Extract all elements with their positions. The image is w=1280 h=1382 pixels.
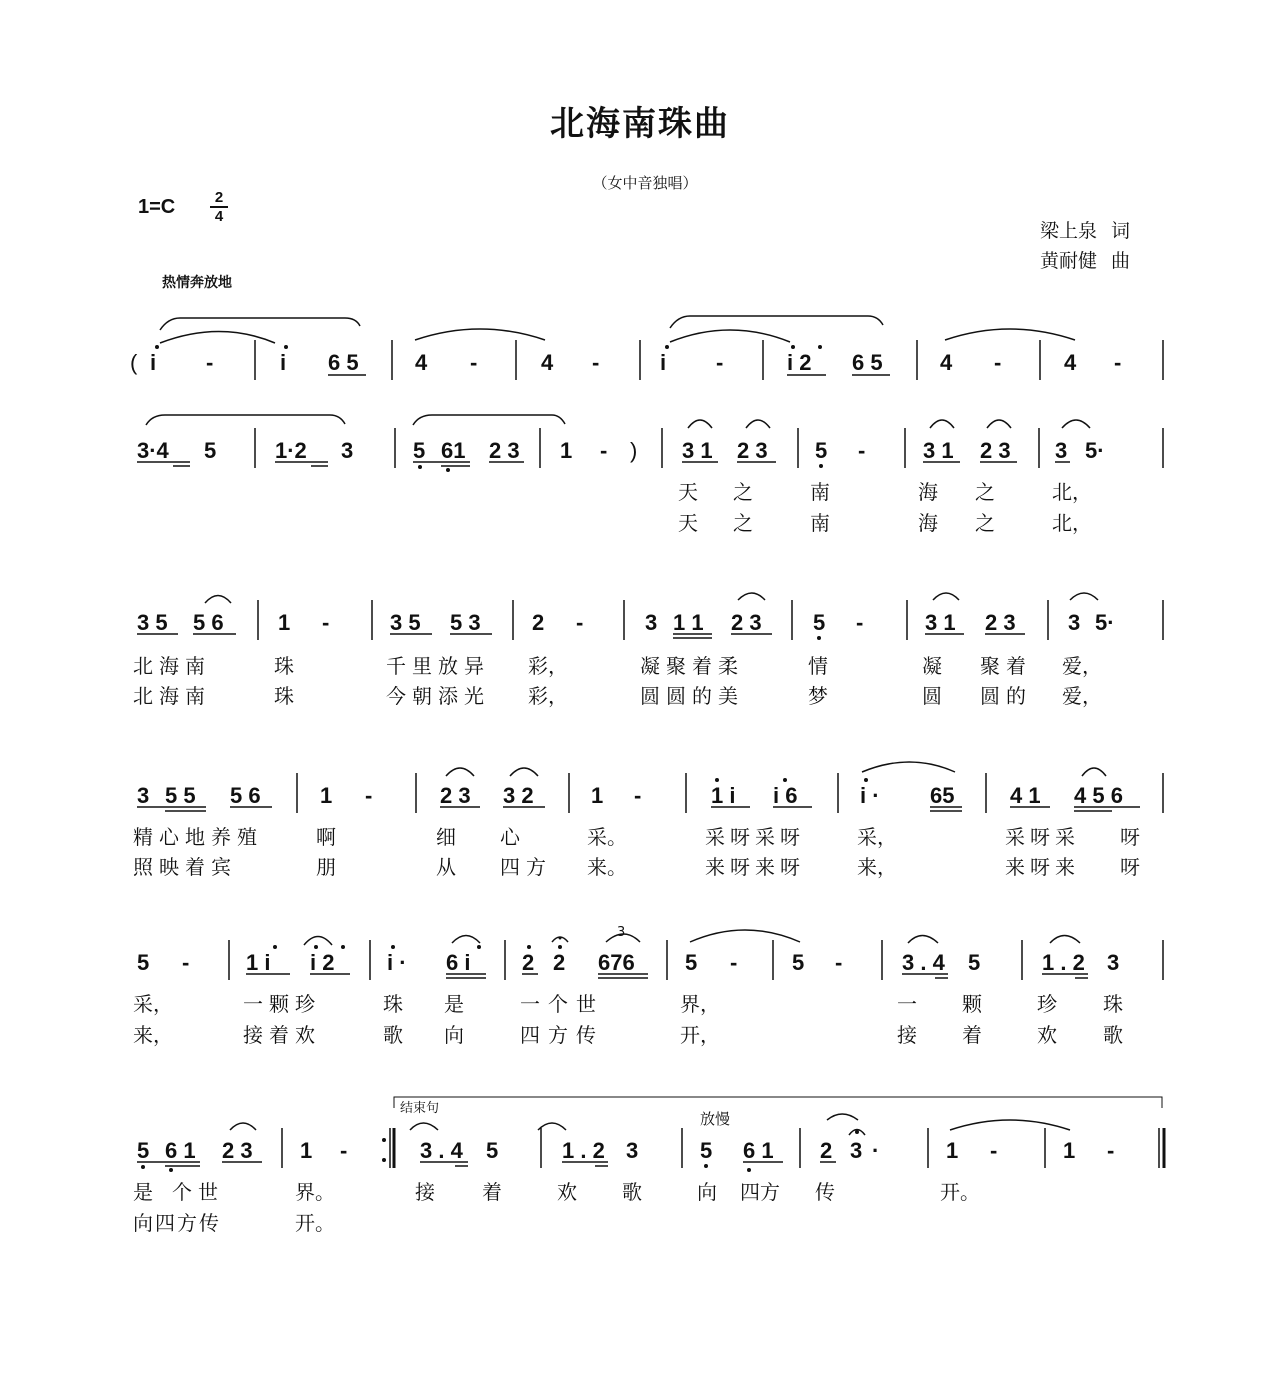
lyric: 圆的 xyxy=(980,684,1032,708)
svg-text:i 2: i 2 xyxy=(310,950,335,975)
lyric: 珠 xyxy=(1103,992,1123,1016)
lyric: 北海南 xyxy=(133,684,211,708)
lyric: 界。 xyxy=(295,1180,335,1204)
lyric: 四方 xyxy=(740,1180,780,1204)
lyric: 北海南 xyxy=(133,654,211,678)
svg-text:1 1: 1 1 xyxy=(673,610,704,635)
lyric: 凝聚着柔 xyxy=(640,654,744,678)
svg-text:i ·: i · xyxy=(387,950,407,975)
lyric: 彩， xyxy=(528,654,568,678)
lyric: 千里放异 xyxy=(386,654,490,678)
svg-text:1 . 2: 1 . 2 xyxy=(562,1138,605,1163)
lyric: 朋 xyxy=(316,855,336,879)
svg-text:2 3: 2 3 xyxy=(980,438,1011,463)
svg-text:i: i xyxy=(150,350,157,375)
svg-text:4: 4 xyxy=(1064,350,1077,375)
lyric: 采， xyxy=(857,825,897,849)
lyric: 开， xyxy=(680,1023,720,1047)
svg-text:3: 3 xyxy=(617,925,626,940)
lyric: 来呀来呀 xyxy=(705,855,805,879)
svg-text:5: 5 xyxy=(700,1138,713,1163)
svg-text:4 5 6: 4 5 6 xyxy=(1074,783,1123,808)
lyric: 向 xyxy=(697,1180,717,1204)
svg-text:4: 4 xyxy=(940,350,953,375)
svg-text:-: - xyxy=(322,610,330,635)
svg-text:3: 3 xyxy=(137,783,150,808)
lyric: 歌 xyxy=(383,1023,403,1047)
svg-text:5: 5 xyxy=(813,610,826,635)
svg-text:5: 5 xyxy=(815,438,828,463)
svg-text:6 5: 6 5 xyxy=(852,350,883,375)
svg-text:5 3: 5 3 xyxy=(450,610,481,635)
svg-text:4: 4 xyxy=(541,350,554,375)
svg-text:4: 4 xyxy=(415,350,428,375)
lyric: 接 xyxy=(897,1023,917,1047)
svg-text:1: 1 xyxy=(1063,1138,1076,1163)
svg-text:-: - xyxy=(990,1138,998,1163)
lyric: 开。 xyxy=(940,1180,980,1204)
lyric: 个世 xyxy=(172,1180,224,1204)
svg-text:3 5: 3 5 xyxy=(390,610,421,635)
lyric: 采呀采呀 xyxy=(705,825,805,849)
lyric: 之 xyxy=(975,480,995,504)
composer-name: 黄耐健 xyxy=(1040,250,1098,272)
svg-text:5·: 5· xyxy=(1095,610,1115,635)
svg-text:i: i xyxy=(280,350,287,375)
ending-bracket-label: 结束句 xyxy=(400,1101,440,1116)
lyric: 心 xyxy=(500,825,520,849)
svg-text:2 3: 2 3 xyxy=(985,610,1016,635)
key-signature: 1=C xyxy=(138,196,176,218)
svg-text:-: - xyxy=(470,350,478,375)
svg-text:-: - xyxy=(994,350,1002,375)
lyric: 歌 xyxy=(1103,1023,1123,1047)
lyric: 圆圆的美 xyxy=(640,684,744,708)
svg-text:-: - xyxy=(206,350,214,375)
svg-text:5: 5 xyxy=(413,438,426,463)
svg-text:): ) xyxy=(630,438,638,463)
lyric: 颗 xyxy=(962,992,982,1016)
lyric: 开。 xyxy=(295,1211,335,1235)
svg-text:-: - xyxy=(576,610,584,635)
svg-text:2 3: 2 3 xyxy=(731,610,762,635)
svg-text:6 1: 6 1 xyxy=(743,1138,774,1163)
page-title: 北海南珠曲 xyxy=(550,104,730,144)
svg-text:-: - xyxy=(856,610,864,635)
svg-text:5: 5 xyxy=(685,950,698,975)
lyricist-role: 词 xyxy=(1111,220,1131,242)
lyric: 是 xyxy=(133,1180,153,1204)
svg-text:2 3: 2 3 xyxy=(440,783,471,808)
svg-text:2: 2 xyxy=(820,1138,833,1163)
svg-text:-: - xyxy=(182,950,190,975)
svg-text:5 6: 5 6 xyxy=(230,783,261,808)
svg-text:61: 61 xyxy=(441,438,466,463)
lyric: 爱， xyxy=(1062,684,1102,708)
svg-text:-: - xyxy=(716,350,724,375)
lyric: 凝 xyxy=(922,654,942,678)
svg-text:1: 1 xyxy=(946,1138,959,1163)
svg-text:-: - xyxy=(600,438,608,463)
lyric: 之 xyxy=(733,480,753,504)
lyric: 采呀采 xyxy=(1005,825,1080,849)
lyric: 是 xyxy=(444,992,464,1016)
lyric: 天 xyxy=(678,511,698,535)
svg-text:4 1: 4 1 xyxy=(1010,783,1041,808)
svg-text:·: · xyxy=(872,1138,880,1163)
lyric: 来呀来 xyxy=(1005,855,1080,879)
svg-text:2: 2 xyxy=(532,610,545,635)
composer-role: 曲 xyxy=(1111,250,1131,272)
svg-text:5: 5 xyxy=(137,1138,150,1163)
svg-text:5: 5 xyxy=(137,950,150,975)
lyric: 传 xyxy=(815,1180,835,1204)
svg-text:i 6: i 6 xyxy=(773,783,798,808)
svg-text:-: - xyxy=(592,350,600,375)
svg-text:3: 3 xyxy=(341,438,354,463)
lyric: 向四方传 xyxy=(133,1211,221,1235)
svg-text:3: 3 xyxy=(1055,438,1068,463)
lyric: 细 xyxy=(436,825,456,849)
lyric: 南 xyxy=(810,511,830,535)
lyric: 珠 xyxy=(383,992,403,1016)
lyric: 采， xyxy=(133,992,173,1016)
lyric: 海 xyxy=(918,511,938,535)
rit-marking: 放慢 xyxy=(700,1110,731,1128)
lyric: 四方 xyxy=(500,855,552,879)
svg-text:3 . 4: 3 . 4 xyxy=(902,950,945,975)
svg-text:5 6: 5 6 xyxy=(193,610,224,635)
svg-text:5: 5 xyxy=(792,950,805,975)
svg-text:1 i: 1 i xyxy=(711,783,736,808)
svg-text:3 . 4: 3 . 4 xyxy=(420,1138,463,1163)
svg-text:1·2: 1·2 xyxy=(275,438,307,463)
lyric: 天 xyxy=(678,480,698,504)
subtitle: （女中音独唱） xyxy=(592,174,698,192)
lyric: 照映着宾 xyxy=(133,855,237,879)
svg-text:1: 1 xyxy=(591,783,604,808)
svg-text:-: - xyxy=(634,783,642,808)
svg-text:3: 3 xyxy=(645,610,658,635)
lyric: 海 xyxy=(918,480,938,504)
svg-text:3: 3 xyxy=(1107,950,1120,975)
lyric: 啊 xyxy=(316,825,336,849)
lyric: 接 xyxy=(415,1180,435,1204)
svg-text:2 3: 2 3 xyxy=(489,438,520,463)
svg-text:-: - xyxy=(365,783,373,808)
svg-text:3: 3 xyxy=(626,1138,639,1163)
svg-text:3 1: 3 1 xyxy=(923,438,954,463)
lyric: 之 xyxy=(733,511,753,535)
lyricist-name: 梁上泉 xyxy=(1040,220,1098,242)
svg-text:3 1: 3 1 xyxy=(925,610,956,635)
svg-text:-: - xyxy=(1107,1138,1115,1163)
svg-text:65: 65 xyxy=(930,783,955,808)
svg-text:3 5: 3 5 xyxy=(137,610,168,635)
lyric: 之 xyxy=(975,511,995,535)
lyric: 珍 xyxy=(1037,992,1057,1016)
svg-text:3 1: 3 1 xyxy=(682,438,713,463)
lyric: 今朝添光 xyxy=(386,684,490,708)
lyric: 歌 xyxy=(622,1180,642,1204)
svg-text:i ·: i · xyxy=(860,783,880,808)
lyric: 一个世 xyxy=(520,992,604,1016)
svg-text:5: 5 xyxy=(204,438,217,463)
svg-text:6 5: 6 5 xyxy=(328,350,359,375)
svg-text:2: 2 xyxy=(553,950,566,975)
tempo-marking: 热情奔放地 xyxy=(162,275,232,291)
svg-text:3 2: 3 2 xyxy=(503,783,534,808)
lyric: 来， xyxy=(857,855,897,879)
lyric: 情 xyxy=(808,654,828,678)
svg-text:3·4: 3·4 xyxy=(137,438,169,463)
svg-text:5·: 5· xyxy=(1085,438,1105,463)
lyric: 南 xyxy=(810,480,830,504)
svg-text:-: - xyxy=(340,1138,348,1163)
svg-text:1 i: 1 i xyxy=(246,950,271,975)
lyric: 呀 xyxy=(1120,825,1140,849)
svg-text:2: 2 xyxy=(522,950,535,975)
lyric: 着 xyxy=(482,1180,502,1204)
svg-text:676: 676 xyxy=(598,950,635,975)
lyric: 北， xyxy=(1052,480,1092,504)
lyric: 一 xyxy=(897,992,917,1016)
lyric: 从 xyxy=(436,855,456,879)
lyric: 珠 xyxy=(274,654,294,678)
svg-text:2 3: 2 3 xyxy=(737,438,768,463)
svg-text:2 3: 2 3 xyxy=(222,1138,253,1163)
row-1-barlines xyxy=(255,340,1163,380)
svg-text:-: - xyxy=(858,438,866,463)
svg-text:1: 1 xyxy=(560,438,573,463)
lyric: 来， xyxy=(133,1023,173,1047)
svg-text:5: 5 xyxy=(486,1138,499,1163)
svg-text:1 . 2: 1 . 2 xyxy=(1042,950,1085,975)
lyric: 呀 xyxy=(1120,855,1140,879)
lyric: 欢 xyxy=(1037,1023,1057,1047)
lyric: 一颗珍 xyxy=(243,992,321,1016)
lyric: 向 xyxy=(444,1023,464,1047)
lyric: 北， xyxy=(1052,511,1092,535)
lyric: 采。 xyxy=(587,825,627,849)
lyric: 梦 xyxy=(808,684,828,708)
lyric: 欢 xyxy=(557,1180,577,1204)
svg-text:6 1: 6 1 xyxy=(165,1138,196,1163)
lyric: 圆 xyxy=(922,684,942,708)
lyric: 聚着 xyxy=(980,654,1032,678)
svg-text:3: 3 xyxy=(850,1138,863,1163)
lyric: 珠 xyxy=(274,684,294,708)
lyric: 界， xyxy=(680,992,720,1016)
svg-text:5: 5 xyxy=(968,950,981,975)
svg-text:1: 1 xyxy=(300,1138,313,1163)
time-signature-numerator: 2 xyxy=(214,189,224,206)
lyric: 四方传 xyxy=(520,1023,604,1047)
svg-text:(: ( xyxy=(130,350,138,375)
svg-text:3: 3 xyxy=(1068,610,1081,635)
lyric: 来。 xyxy=(587,855,627,879)
svg-text:6 i: 6 i xyxy=(446,950,471,975)
svg-text:-: - xyxy=(1114,350,1122,375)
svg-text:-: - xyxy=(835,950,843,975)
lyric: 接着欢 xyxy=(243,1023,321,1047)
lyric: 精心地养殖 xyxy=(133,825,263,849)
time-signature-denominator: 4 xyxy=(214,207,224,225)
lyric: 彩， xyxy=(528,684,568,708)
svg-text:-: - xyxy=(730,950,738,975)
svg-text:1: 1 xyxy=(320,783,333,808)
lyric: 爱， xyxy=(1062,654,1102,678)
svg-text:1: 1 xyxy=(278,610,291,635)
svg-text:i: i xyxy=(660,350,667,375)
lyric: 着 xyxy=(962,1023,982,1047)
svg-text:i 2: i 2 xyxy=(787,350,812,375)
svg-text:5 5: 5 5 xyxy=(165,783,196,808)
